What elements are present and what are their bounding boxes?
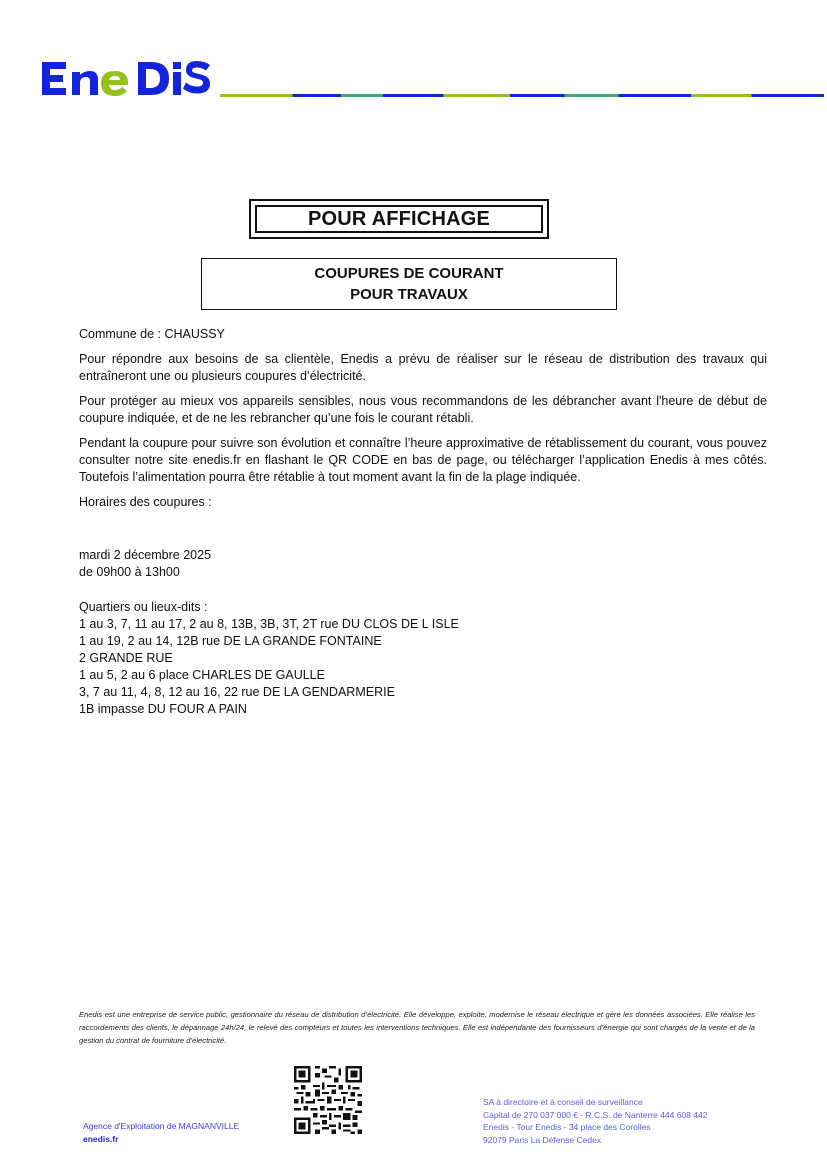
company-info [483, 1096, 707, 1146]
horaires-label: Horaires des coupures : [79, 495, 212, 509]
outage-date: mardi 2 décembre 2025 [79, 548, 212, 562]
location-item: 1 au 3, 7, 11 au 17, 2 au 8, 13B, 3B, 3T, 2T rue DU CLOS DE L ISLE [79, 617, 459, 631]
legal-notice: Enedis est une entreprise de service public, gestionnaire du réseau de distribution d’électricité. Elle développe, exploite, modernise le réseau électrique et gère les données associées. Elle réalise les raccordements des clients, le dépannage 24h/24, le relevé des compteurs et toutes les interventions techniques. Elle est indépendante des fournisseurs d’énergie qui sont chargés de la vente et de la gestion du contrat de fourniture d’électricité. [79, 1010, 755, 1045]
location-item: 1 au 5, 2 au 6 place CHARLES DE GAULLE [79, 668, 325, 682]
notice-title-line1: COUPURES DE COURANT [314, 265, 504, 282]
location-item: 2 GRANDE RUE [79, 651, 173, 665]
qr-code-icon[interactable] [294, 1066, 362, 1134]
header-rule [220, 94, 824, 97]
notice-body [79, 326, 767, 718]
location-item: 1B impasse DU FOUR A PAIN [79, 702, 247, 716]
location-item: 1 au 19, 2 au 14, 12B rue DE LA GRANDE FONTAINE [79, 634, 382, 648]
quartiers-label: Quartiers ou lieux-dits : [79, 600, 208, 614]
commune: Commune de : CHAUSSY [79, 327, 225, 341]
company-line: 92079 Paris La Défense Cedex [483, 1134, 602, 1145]
company-line: Enedis - Tour Enedis - 34 place des Corolles [483, 1122, 651, 1132]
agency-block [83, 1120, 239, 1146]
pour-affichage-label: POUR AFFICHAGE [255, 205, 543, 233]
paragraph-protection: Pour protéger au mieux vos appareils sensibles, nous vous recommandons de les débrancher avant l'heure de début de coupure indiquée, et de ne les rebrancher qu’une fois le courant rétabli. [79, 394, 767, 425]
notice-title-box [201, 258, 617, 310]
outage-time: de 09h00 à 13h00 [79, 565, 180, 579]
location-item: 3, 7 au 11, 4, 8, 12 au 16, 22 rue DE LA GENDARMERIE [79, 685, 395, 699]
website-link[interactable]: enedis.fr [83, 1134, 119, 1144]
paragraph-suivi: Pendant la coupure pour suivre son évolution et connaître l’heure approximative de rétablissement du courant, vous pouvez consulter notre site enedis.fr en flashant le QR CODE en bas de page, ou télécharger l’application Enedis à mes côtés. Toutefois l’alimentation pourra être rétablie à tout moment avant la fin de la plage indiquée. [79, 436, 767, 484]
notice-title-line2: POUR TRAVAUX [350, 286, 468, 303]
company-line: SA à directoire et à conseil de surveillance [483, 1097, 643, 1107]
agency-name: Agence d'Exploitation de MAGNANVILLE [83, 1121, 240, 1131]
company-line: Capital de 270 037 000 € - R.C.S. de Nanterre 444 608 442 [483, 1109, 708, 1120]
enedis-logo [40, 58, 216, 102]
pour-affichage-box [249, 199, 549, 239]
paragraph-clientele: Pour répondre aux besoins de sa clientèle, Enedis a prévu de réaliser sur le réseau de distribution des travaux qui entraîneront une ou plusieurs coupures d’électricité. [79, 352, 767, 383]
